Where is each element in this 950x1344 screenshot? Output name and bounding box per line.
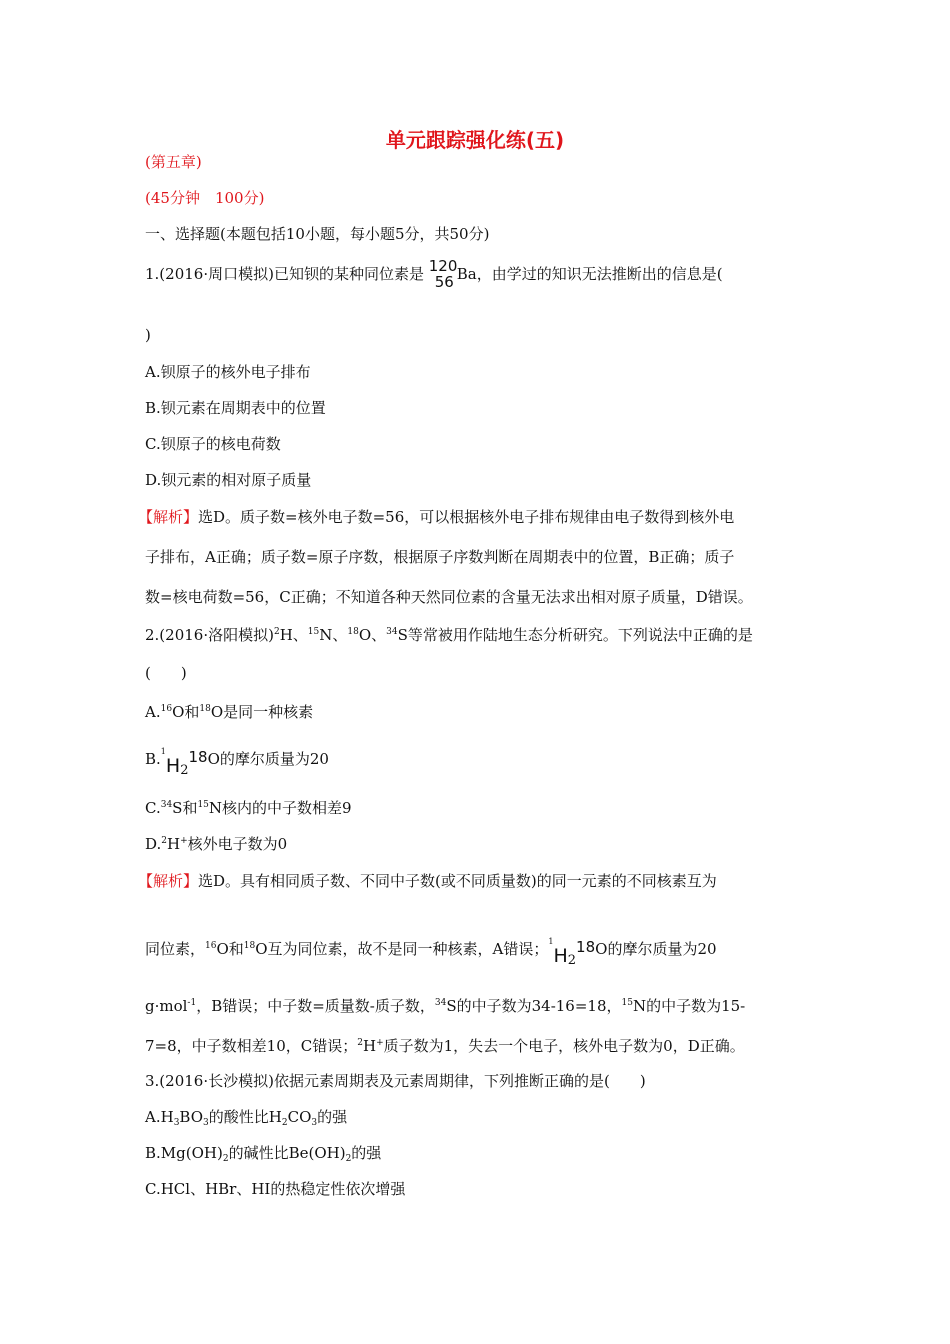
analysis-1-line-1: 【解析】选D。质子数=核外电子数=56，可以根据核外电子排布规律由电子数得到核外电 bbox=[138, 508, 735, 526]
analysis-1-line-2: 子排布，A正确；质子数=原子序数，根据原子序数判断在周期表中的位置，B正确；质子 bbox=[145, 548, 735, 566]
option-c: C.钡原子的核电荷数 bbox=[145, 435, 281, 453]
option-d: D.钡元素的相对原子质量 bbox=[145, 471, 312, 489]
question-1-stem: 1.(2016·周口模拟)已知钡的某种同位素是 120 56 Ba，由学过的知识无法推断出的信息是( bbox=[145, 257, 723, 291]
option-a: $A.H_3BO_3$的酸性比$H_2CO_3$的强 bbox=[145, 1108, 348, 1128]
analysis-2-line-4: 7=8，中子数相差10，C错误；$^2$H+质子数为1，失去一个电子，核外电子数为0，D正确。 bbox=[145, 1037, 745, 1055]
question-2-paren: ( ) bbox=[145, 664, 187, 682]
section-heading: 一、选择题(本题包括10小题，每小题5分，共50分) bbox=[145, 225, 490, 243]
analysis-tag: 【解析】 bbox=[138, 872, 199, 890]
analysis-tag: 【解析】 bbox=[138, 508, 199, 526]
analysis-2-line-1: 【解析】选D。具有相同质子数、不同中子数(或不同质量数)的同一元素的不同核素互为 bbox=[138, 872, 717, 890]
option-c: C.HCl、HBr、HI的热稳定性依次增强 bbox=[145, 1180, 406, 1198]
question-3-stem: 3.(2016·长沙模拟)依据元素周期表及元素周期律，下列推断正确的是( ) bbox=[145, 1072, 646, 1090]
analysis-2-line-3: g·mol$^{-1}$，B错误；中子数=质量数-质子数，$^{34}$S的中子数为34-16=18，$^{15}$N的中子数为15- bbox=[145, 997, 746, 1015]
option-a: A.$^{16}$O和$^{18}$O是同一种核素 bbox=[145, 703, 314, 721]
question-2-stem: 2.(2016·洛阳模拟)$^2$H、$^{15}$N、$^{18}$O、$^{34}$S等常被用作陆地生态分析研究。下列说法中正确的是 bbox=[145, 626, 753, 644]
page-title: 单元跟踪强化练(五) bbox=[385, 128, 565, 152]
question-1-stem-end: ) bbox=[145, 326, 151, 344]
option-b: $B.^1H_218O$的摩尔质量为20 bbox=[145, 747, 329, 778]
chapter-label: (第五章) bbox=[145, 153, 202, 171]
analysis-2-line-2: 同位素，$^{16}$O和$^{18}$O互为同位素，故不是同一种核素，A错误；$^1H_218O$的摩尔质量为20 bbox=[145, 937, 717, 968]
time-score-label: (45分钟 100分) bbox=[145, 189, 265, 207]
option-d: D.$^2$H+核外电子数为0 bbox=[145, 835, 288, 853]
option-a: A.钡原子的核外电子排布 bbox=[145, 363, 311, 381]
analysis-1-line-3: 数=核电荷数=56，C正确；不知道各种天然同位素的含量无法求出相对原子质量，D错误。 bbox=[145, 588, 753, 606]
isotope-notation: 120 56 bbox=[428, 257, 458, 291]
option-b: B.钡元素在周期表中的位置 bbox=[145, 399, 326, 417]
option-c: C.$^{34}$S和$^{15}$N核内的中子数相差9 bbox=[145, 799, 352, 817]
option-b: $B.Mg(OH)_2$的碱性比$Be(OH)_2$的强 bbox=[145, 1144, 382, 1164]
